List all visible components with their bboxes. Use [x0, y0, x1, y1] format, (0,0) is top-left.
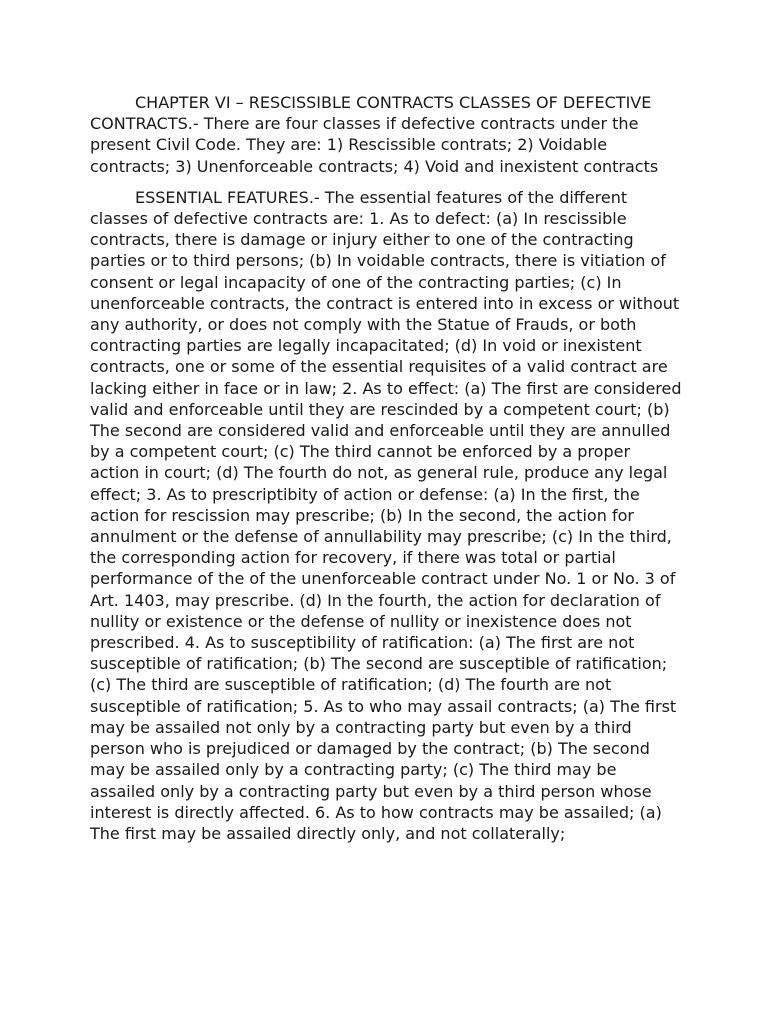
paragraph-essential-features: ESSENTIAL FEATURES.- The essential features of the different classes of defective contracts are: 1. As to defect: (a) In rescissible contracts, there is damage or injury either to one of the contracting parties or to third persons; (b) In voidable contracts, there is vitiation of consent or legal incapacity of one of the contracting parties; (c) In unenforceable contracts, the contract is entered into in excess or without any authority, or does not comply with the Statue of Frauds, or both contracting parties are legally incapacitated; (d) In void or inexistent contracts, one or some of the essential requisites of a valid contract are lacking either in face or in law; 2. As to effect: (a) The first are considered valid and enforceable until they are rescinded by a competent court; (b) The second are considered valid and enforceable until they are annulled by a competent court; (c) The third cannot be enforced by a proper action in court; (d) The fourth do not, as general rule, produce any legal effect; 3. As to prescriptibity of action or defense: (a) In the first, the action for rescission may prescribe; (b) In the second, the action for annulment or the defense of annullability may prescribe; (c) In the third, the corresponding action for recovery, if there was total or partial performance of the of the unenforceable contract under No. 1 or No. 3 of Art. 1403, may prescribe. (d) In the fourth, the action for declaration of nullity or existence or the defense of nullity or inexistence does not prescribed. 4. As to susceptibility of ratification: (a) The first are not susceptible of ratification; (b) The second are susceptible of ratification; (c) The third are susceptible of ratification; (d) The fourth are not susceptible of ratification; 5. As to who may assail contracts; (a) The first may be assailed not only by a contracting party but even by a third person who is prejudiced or damaged by the contract; (b) The second may be assailed only by a contracting party; (c) The third may be assailed only by a contracting party but even by a third person whose interest is directly affected. 6. As to how contracts may be assailed; (a) The first may be assailed directly only, and not collaterally;	[90, 187, 682, 843]
paragraph-chapter-intro: CHAPTER VI – RESCISSIBLE CONTRACTS CLASSES OF DEFECTIVE CONTRACTS.- There are four classes if defective contracts under the present Civil Code. They are: 1) Rescissible contrats; 2) Voidable contracts; 3) Unenforceable contracts; 4) Void and inexistent contracts	[90, 93, 659, 176]
document-page	[90, 92, 682, 854]
